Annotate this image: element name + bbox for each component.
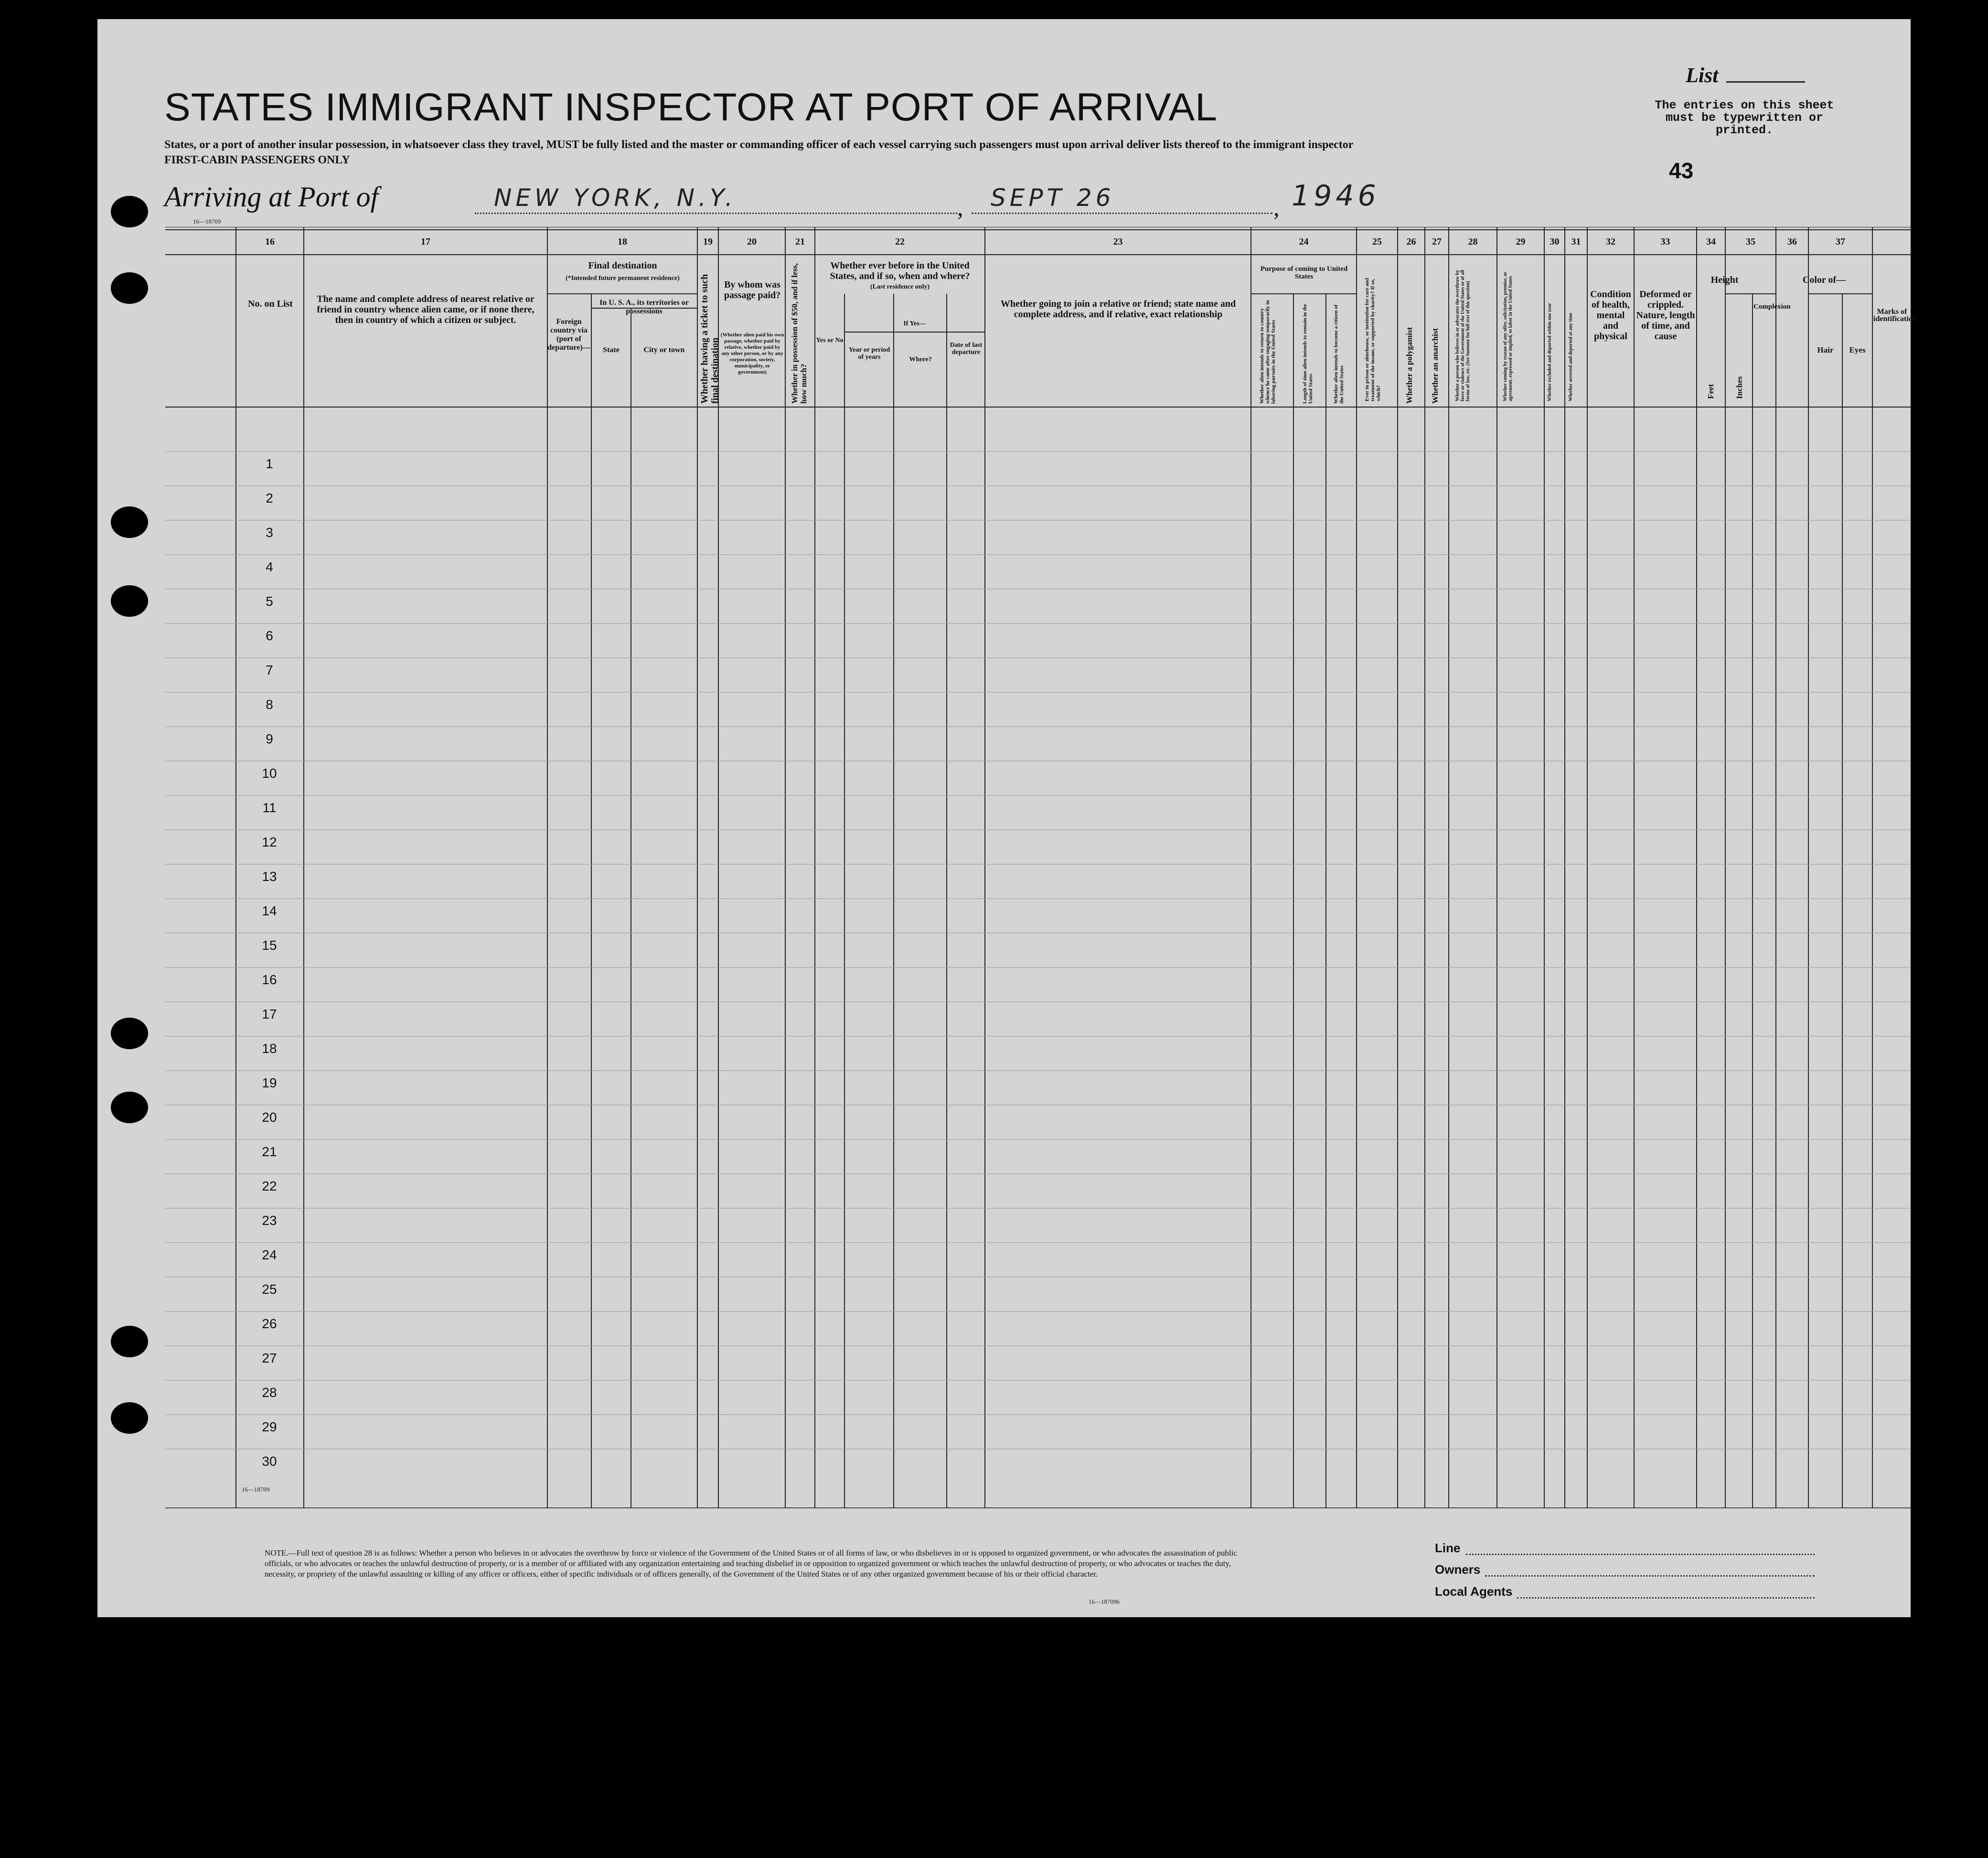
col-num-22: 22 <box>895 236 905 247</box>
header-q31: Whether arrested and deported at any time <box>1568 312 1573 401</box>
class-label: FIRST-CABIN PASSENGERS ONLY <box>164 154 350 166</box>
row-number: 18 <box>262 1041 277 1056</box>
table-rules <box>165 227 1917 1508</box>
col-num-26: 26 <box>1406 236 1416 247</box>
header-marks: Marks of identification <box>1873 308 1917 323</box>
row-number: 30 <box>262 1454 277 1469</box>
row-number: 9 <box>266 731 273 746</box>
header-possession-50: Whether in possession of $50, and if less, how much? <box>790 263 808 404</box>
date-blank <box>972 213 1272 214</box>
col-num-31: 31 <box>1571 236 1581 247</box>
list-blank <box>1726 81 1805 83</box>
header-yes-no: Yes or No <box>816 337 844 344</box>
punch-hole <box>111 196 148 227</box>
header-foreign-country: Foreign country via (port of departure)— <box>547 318 590 352</box>
header-no-on-list: No. on List <box>248 299 293 309</box>
port-value: NEW YORK, N.Y. <box>494 184 737 212</box>
header-color-of: Color of— <box>1802 275 1846 285</box>
row-number: 13 <box>262 869 277 884</box>
list-label: List <box>1686 64 1719 87</box>
sheet-number: 43 <box>1669 158 1694 183</box>
col-num-35: 35 <box>1746 236 1755 247</box>
col-num-18: 18 <box>618 236 627 247</box>
header-nearest-relative: The name and complete address of nearest relative or friend in country whence alien came, or if none there, then in country of which a citizen or subject. <box>317 294 534 325</box>
punch-hole <box>111 272 148 304</box>
header-q28: Whether a person who believes in or advocates the overthrow by force or violence of the Government of the United States or of all forms of law, etc. (See footnote for full text of this question) <box>1455 270 1471 401</box>
row-number: 19 <box>262 1075 277 1090</box>
header-ticket: Whether having a ticket to such final destination <box>699 274 720 404</box>
row-number: 5 <box>266 594 273 609</box>
col-num-33: 33 <box>1660 236 1670 247</box>
row-number: 7 <box>266 663 273 677</box>
header-prison: Ever in prison or almshouse, or institution for care and treatment of the insane, or supported by charity? If so, which? <box>1364 278 1381 401</box>
punch-hole <box>111 506 148 538</box>
instruction-text: States, or a port of another insular possession, in whatsoever class they travel, MUST be fully listed and the master or commanding officer of each vessel carrying such passengers must upon arrival deliver lists thereof to the immigrant inspector <box>164 139 1354 151</box>
header-join-relative: Whether going to join a relative or friend; state name and complete address, and if relative, exact relationship <box>1000 299 1236 320</box>
col-num-30: 30 <box>1550 236 1560 247</box>
header-purpose-c: Whether alien intends to become a citizen of the United States <box>1333 304 1345 404</box>
col-num-32: 32 <box>1606 236 1615 247</box>
agents-label: Local Agents <box>1435 1584 1513 1599</box>
line-label: Line <box>1435 1541 1461 1555</box>
row-number: 14 <box>262 903 277 918</box>
row-number: 8 <box>266 697 273 712</box>
header-passage-note: (Whether alien paid his own passage, whether paid by relative, whether paid by any other person, or by any corporation, society, municipality, or government) <box>720 332 784 375</box>
header-usa: In U. S. A., its territories or possessions <box>599 299 689 315</box>
punch-hole <box>111 585 148 617</box>
header-purpose: Purpose of coming to United States <box>1260 265 1348 280</box>
row-number: 25 <box>262 1282 277 1297</box>
row-number: 10 <box>262 766 277 781</box>
form-number-top: 16—18709 <box>193 218 221 225</box>
header-ever-before: Whether ever before in the United States, and if so, when and where? <box>830 260 970 281</box>
port-blank <box>475 213 957 214</box>
col-num-28: 28 <box>1468 236 1478 247</box>
row-number: 15 <box>262 938 277 953</box>
col-num-34: 34 <box>1706 236 1716 247</box>
arriving-label: Arriving at Port of <box>164 181 379 213</box>
header-q29: Whether coming by reason of any offer, solicitation, promise, or agreement, expressed or implied, to labor in the United States <box>1503 271 1513 401</box>
row-number: 29 <box>262 1419 277 1434</box>
footnote-question-28: NOTE.—Full text of question 28 is as follows: Whether a person who believes in or advocates the overthrow by force or violence of the Government of the United States or of all forms of law, or who disbelieves in or is opposed to organized government, or who advocates the assassination of public officials, or who advocates or teaches the unlawful destruction of property, or is a member of or affiliated with any organization entertaining and teaching disbelief in or opposition to organized government or which teaches the unlawful destruction of property, or who advocates or teaches the duty, necessity, or propriety of the unlawful assaulting or killing of any officer or officers, either of specific individuals or of officers generally, of the Government of the United States or of any other organized government because of his or their official character. <box>265 1548 1237 1579</box>
punch-hole <box>111 1326 148 1357</box>
col-num-37: 37 <box>1836 236 1845 247</box>
row-number: 21 <box>262 1144 277 1159</box>
header-purpose-a: Whether alien intends to return to country whence he came after engaging temporarily in laboring pursuits in the United States <box>1259 300 1276 404</box>
row-number: 23 <box>262 1213 277 1228</box>
form-number-note: 16—18709b <box>1089 1598 1120 1605</box>
col-num-27: 27 <box>1432 236 1442 247</box>
header-last-residence: (Last residence only) <box>870 283 930 290</box>
col-num-23: 23 <box>1113 236 1123 247</box>
col-num-36: 36 <box>1787 236 1797 247</box>
row-number: 6 <box>266 628 273 643</box>
header-q30: Whether excluded and deported within one year <box>1547 303 1552 401</box>
header-height: Height <box>1710 275 1739 285</box>
header-date-last-departure: Date of last departure <box>950 342 983 356</box>
col-num-24: 24 <box>1299 236 1309 247</box>
punch-hole <box>111 1092 148 1123</box>
header-anarchist: Whether an anarchist <box>1431 328 1440 404</box>
header-deformed: Deformed or crippled. Nature, length of time, and cause <box>1636 289 1695 342</box>
header-feet: Feet <box>1706 384 1715 399</box>
row-number: 2 <box>266 491 273 505</box>
header-state: State <box>603 346 620 354</box>
manifest-sheet: STATES IMMIGRANT INSPECTOR AT PORT OF ARRIVAL States, or a port of another insular possession, in whatsoever class they travel, MUST be fully listed and the master or commanding officer of each vessel carrying such passengers must upon arrival deliver lists thereof to the immigrant inspector FIRST-CABIN PASSENGERS ONLY List The entries on this sheet must be typewritten or printed. 43 Arriving at Port of NEW YORK, N.Y. , SEPT 26 , 1946 16—18709 16 17 18 19 20 21 22 23 24 25 26 27 28 29 30 31 32 33 34 35 36 37 No. on List The name and complete address of nearest relative or friend in country whence alien came, or if none there, then in country of which a citizen or subject. Final destination (*Intended future permanent residence) Foreign country via (port of departure)— In U. S. A., its territories or possessions State City or town Whether having a ticket to such final destination By whom was passage paid? (Whether alien paid his own passage, whether paid by relative, whether paid by any other person, or by any corporation, society, municipality, or government) Whether in possession of $50, and if less, how much? Whether ever before in the United States, and if so, when and where? (Last residence only) If Yes— Yes or No Year or period of years Where? Date of last departure Whether going to join a relative or friend; state name and complete address, and if relative, exact relationship Purpose of coming to United States Whether alien intends to return to country whence he came after engaging temporarily in laboring pursuits in the United States Length of time alien intends to remain in the United States Whether alien intends to become a citizen of the United States Ever in prison or almshouse, or institution for care and treatment of the insane, or supported by charity? If so, which? Whether a polygamist Whether an anarchist Whether a person who believes in or advocates the overthrow by force or violence of the Government of the United States or of all forms of law, etc. (See footnote for full text of this question) Whether coming by reason of any offer, solicitation, promise, or agreement, expressed or implied, to labor in the United States Whether excluded and deported within one year Whether arrested and deported at any time Condition of health, mental and physical Deformed or crippled. Nature, length of time, and cause Height Feet Inches Complexion Color of— Hair Eyes Marks of identification 1 2 3 4 5 6 7 8 9 10 11 12 13 14 15 16 17 18 19 20 21 22 23 24 25 26 27 28 29 30 16—18709 NOTE.—Full text of question 28 is as follows: Whether a person who believes in or advocates the overthrow by force or violence of the Government of the United States or of all forms of law, or who disbelieves in or is opposed to organized government, or who advocates the assassination of public officials, or who advocates or teaches the unlawful destruction of property, or is a member of or affiliated with any organization entertaining and teaching disbelief in or opposition to organized government or which teaches the unlawful destruction of property, or who advocates or teaches the duty, necessity, or propriety of the unlawful assaulting or killing of any officer or officers, either of specific individuals or of officers generally, of the Government of the United States or of any other organized government because of his or their official character. 16—18709b Line Owners Local Agents <box>97 19 1911 1617</box>
manifest-table <box>165 227 1917 1508</box>
agents-blank <box>1517 1597 1815 1599</box>
header-passage-paid: By whom was passage paid? <box>724 279 781 301</box>
line-blank <box>1466 1554 1815 1555</box>
row-number: 16 <box>262 972 277 987</box>
row-number: 17 <box>262 1007 277 1021</box>
header-year-period: Year or period of years <box>848 346 890 361</box>
header-complexion: Complexion <box>1753 303 1791 311</box>
col-num-20: 20 <box>747 236 757 247</box>
row-number: 11 <box>262 800 277 815</box>
header-final-destination: Final destination <box>588 260 657 271</box>
owners-label: Owners <box>1435 1562 1481 1577</box>
row-number: 12 <box>262 835 277 849</box>
header-eyes: Eyes <box>1849 345 1866 354</box>
row-number: 26 <box>262 1316 277 1331</box>
col-num-21: 21 <box>795 236 805 247</box>
row-number: 27 <box>262 1351 277 1365</box>
owners-blank <box>1485 1575 1815 1577</box>
header-inches: Inches <box>1735 376 1744 399</box>
col-num-16: 16 <box>265 236 275 247</box>
header-condition: Condition of health, mental and physical <box>1590 289 1631 342</box>
row-number: 1 <box>266 456 273 471</box>
header-purpose-b: Length of time alien intends to remain in the United States <box>1302 304 1314 404</box>
form-number-bottom: 16—18709 <box>242 1486 270 1493</box>
row-number: 28 <box>262 1385 277 1400</box>
header-hair: Hair <box>1817 345 1834 354</box>
typewritten-notice: The entries on this sheet must be typewritten or printed. <box>1655 98 1834 137</box>
col-num-17: 17 <box>421 236 430 247</box>
row-number: 24 <box>262 1247 277 1262</box>
col-num-19: 19 <box>703 236 713 247</box>
punch-hole <box>111 1018 148 1049</box>
col-num-25: 25 <box>1372 236 1382 247</box>
row-number: 4 <box>266 559 273 574</box>
header-where: Where? <box>909 356 932 363</box>
row-number: 20 <box>262 1110 277 1125</box>
header-polygamist: Whether a polygamist <box>1405 327 1414 404</box>
row-number: 3 <box>266 525 273 540</box>
header-city: City or town <box>643 346 685 354</box>
header-if-yes: If Yes— <box>903 320 926 327</box>
punch-hole <box>111 1402 148 1434</box>
col-num-29: 29 <box>1516 236 1526 247</box>
row-number: 22 <box>262 1179 277 1193</box>
date-value: SEPT 26 <box>991 184 1115 212</box>
year-value: 1946 <box>1292 179 1380 213</box>
header-final-destination-note: (*Intended future permanent residence) <box>566 275 680 282</box>
page-title: STATES IMMIGRANT INSPECTOR AT PORT OF ARRIVAL <box>164 86 1218 129</box>
